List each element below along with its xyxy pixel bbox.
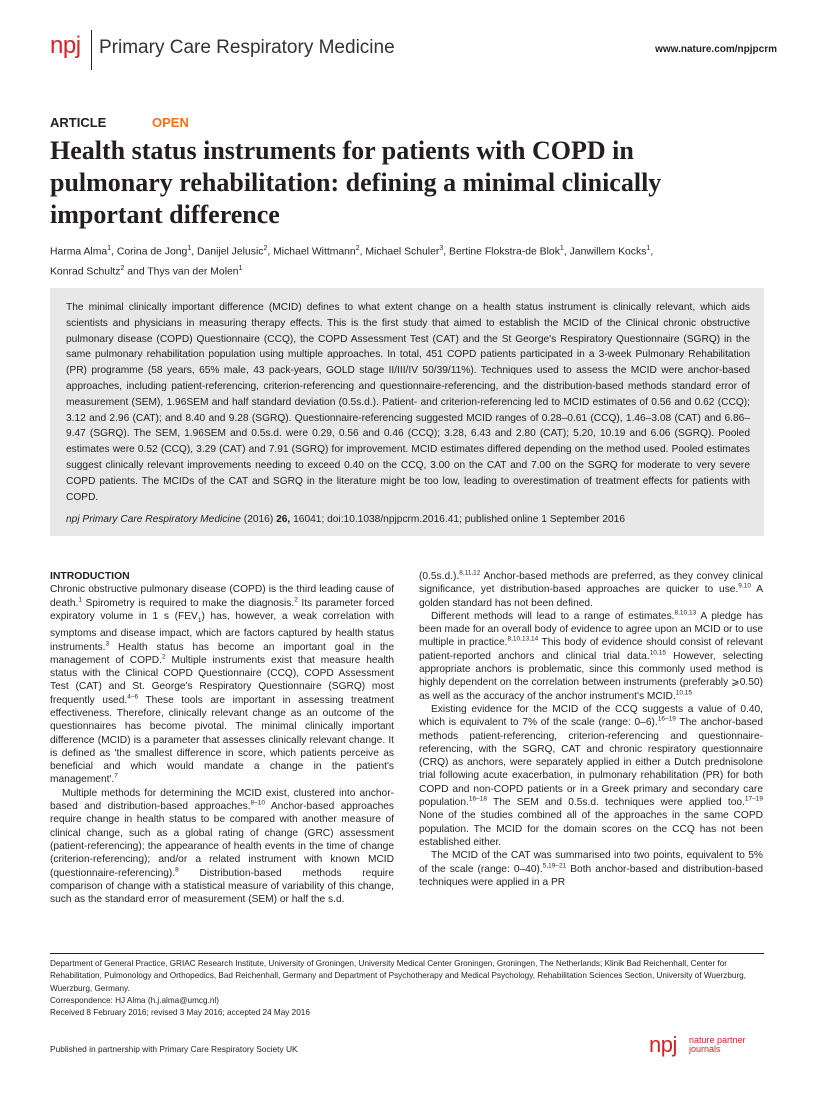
author: Michael Schuler	[365, 246, 440, 258]
citation-line: npj Primary Care Respiratory Medicine (2016) 26, 16041; doi:10.1038/npjpcrm.2016.41; published online 1 September 2016	[66, 514, 626, 525]
logo-divider	[91, 30, 92, 70]
author: Harma Alma	[50, 246, 108, 258]
author: Michael Wittmann	[273, 246, 356, 258]
author-list: Harma Alma$^1$, Corina de Jong$^1$, Danijel Jelusic$^2$, Michael Wittmann$^2$, Michael Schuler$^3$, Bertine Flokstra-de Blok$^1$, Janwillem Kocks$^1$, Konrad Schultz$^2$ and Thys van der Molen$^1$	[50, 245, 654, 278]
body-paragraph: The MCID of the CAT was summarised into two points, equivalent to 5% of the scale (range: 0–40).$^{5,19-21}$ Both anchor-based and distribution-based techniques were applied in a PR	[419, 850, 763, 888]
footnotes	[50, 958, 764, 1019]
section-heading-introduction: INTRODUCTION	[50, 571, 130, 582]
author: Corina de Jong	[116, 246, 188, 258]
author: Danijel Jelusic	[197, 246, 264, 258]
body-column-right	[419, 570, 763, 889]
body-paragraph: Existing evidence for the MCID of the CCQ suggests a value of 0.40, which is equivalent to 7% of the scale (range: 0–6).$^{16-19}$ The anchor-based methods patient-referencing, criterion-referencing and questionnaire-referencing, with the SGRQ, CAT and chronic respiratory questionnaire (CRQ) as anchors, were separately applied in either a Dutch prednisolone trial following acute exacerbation, in pulmonary rehabilitation (PR) for both COPD and non-COPD patients or in a Greek primary and secondary care population.$^{16-18}$ The SEM and 0.5s.d. techniques were applied too.$^{17-19}$ None of the studies combined all of the approaches in the same COPD population. The MCID for the domain scores on the CCQ has not been established either.	[419, 703, 763, 848]
body-paragraph: Chronic obstructive pulmonary disease (COPD) is the third leading cause of death.$^1$ Spirometry is required to make the diagnosis.$^2$ Its parameter forced expiratory volume in 1 s $(FEV_1)$ has, however, a weak correlation with symptoms and disease impact, which are factors captured by health status instruments.$^3$ Health status has become an important goal in the management of COPD.$^2$ Multiple instruments exist that measure health status with the Clinical COPD Questionnaire (CCQ), COPD Assessment Test (CAT) and St. George's Respiratory Questionnaire (SGRQ) most frequently used.$^{4-6}$ These tools are important in assessing treatment effectiveness. Therefore, clinically relevant change as an outcome of the questionnaires has become pivotal. The minimal clinically important difference (MCID) is a parameter that assesses clinically relevant change. It is defined as 'the smallest difference in score, which patients perceive as beneficial and which would mandate a change in the patient's management'.$^7$	[50, 584, 395, 786]
npj-nature-partner-logo: npj nature partner journals	[649, 1032, 746, 1057]
journal-name: Primary Care Respiratory Medicine	[99, 37, 395, 58]
open-access-label: OPEN	[152, 115, 189, 130]
body-paragraph: Different methods will lead to a range of estimates.$^{8,10,13}$ A pledge has been made for an overall body of evidence to agree upon an MCID or to use multiple in practice.$^{8,10,13,14}$ This body of evidence should consist of relevant patient-reported anchors and clinical trial data.$^{10,15}$ However, selecting appropriate anchors is problematic, since this commonly used method is highly dependent on the correlation between instruments (preferably ⩾0.50) as well as the accuracy of the anchor instrument's MCID.$^{10,15}$	[419, 609, 763, 702]
journal-url[interactable]: www.nature.com/npjpcrm	[655, 44, 777, 55]
page-header	[50, 30, 777, 70]
npj-logo: npj	[50, 32, 81, 59]
correspondence: Correspondence: HJ Alma (h.j.alma@umcg.nl)	[50, 995, 219, 1005]
body-paragraph: Multiple methods for determining the MCID exist, clustered into anchor-based and distribution-based approaches.$^{8-10}$ Anchor-based approaches require change in health status to be compared with another measure of clinical change, such as a global rating of change (GRC) assessment (patient-referencing); the appearance of health events in the time of change (criterion-referencing); and/or a related instrument with known MCID (questionnaire-referencing).$^8$ Distribution-based methods require comparison of change with a statistical measure of variability of this change, such as the standard error of measurement (SEM) or half the s.d.	[50, 787, 394, 906]
article-type: ARTICLE	[50, 115, 107, 130]
affiliations: Department of General Practice, GRIAC Research Institute, University of Groningen, University Medical Center Groningen, Groningen, The Netherlands; Klinik Bad Reichenhall, Center for Rehabilitation, Pulmonology and Orthopedics, Bad Reichenhall, Germany and Department of Psychotherapy and Medical Psychology, Rehabilitation Sciences Section, University of Wuerzburg, Wuerzburg, Germany.	[50, 959, 747, 993]
body-column-left	[50, 570, 394, 906]
article-title: Health status instruments for patients with COPD in pulmonary rehabilitation: defining a minimal clinically important difference	[50, 136, 662, 229]
author: Thys van der Molen	[147, 266, 239, 278]
abstract-text: The minimal clinically important difference (MCID) defines to what extent change on a health status instrument is clinically relevant, which aids scientists and physicians in measuring therapy effects. This is the first study that aimed to establish the MCID of the Clinical chronic obstructive pulmonary disease (COPD) Questionnaire (CCQ), the COPD Assessment Test (CAT) and the St George's Respiratory Questionnaire (SGRQ) in the same pulmonary rehabilitation population using multiple approaches. In total, 451 COPD patients participated in a 3-week Pulmonary Rehabilitation (PR) programme (58 years, 65% male, 43 pack-years, GOLD stage II/III/IV 50/39/11%). Techniques used to assess the MCID were anchor-based approaches, including patient-referencing, criterion-referencing and questionnaire-referencing, and the distribution-based methods standard error of measurement (SEM), 1.96SEM and half standard deviation (0.5s.d.). Patient- and criterion-referencing led to MCID estimates of 0.56 and 0.62 (CCQ); 3.12 and 2.96 (CAT); and 8.40 and 9.28 (SGRQ). Questionnaire-referencing suggested MCID ranges of 0.28–0.61 (CCQ), 1.46–3.08 (CAT) and 6.86–9.47 (SGRQ). The SEM, 1.96SEM and 0.5s.d. were 0.29, 0.56 and 0.46 (CCQ); 3.28, 6.43 and 2.80 (CAT); 5.20, 10.19 and 6.06 (SGRQ). Pooled estimates were 0.52 (CCQ), 3.29 (CAT) and 7.91 (SGRQ) for improvement. MCID estimates differed depending on the method used. Pooled estimates suggest clinically relevant improvements needing to exceed 0.40 on the CCQ, 3.00 on the CAT and 7.00 on the SGRQ for moderate to very severe COPD patients. The MCIDs of the CAT and SGRQ in the literature might be too low, leading to overestimation of treatment effects for patients with COPD.	[66, 302, 750, 503]
author: Janwillem Kocks	[569, 246, 647, 258]
author: Konrad Schultz	[50, 266, 121, 278]
received-dates: Received 8 February 2016; revised 3 May 2016; accepted 24 May 2016	[50, 1008, 310, 1018]
published-partnership: Published in partnership with Primary Care Respiratory Society UK	[50, 1044, 298, 1054]
footnote-divider	[50, 953, 764, 954]
body-paragraph: (0.5s.d.).$^{8,11,12}$ Anchor-based methods are preferred, as they convey clinical significance, yet distribution-based approaches are quicker to use.$^{9,10}$ A golden standard has not been defined.	[419, 569, 763, 609]
abstract-box	[50, 288, 764, 536]
author: Bertine Flokstra-de Blok	[449, 246, 560, 258]
